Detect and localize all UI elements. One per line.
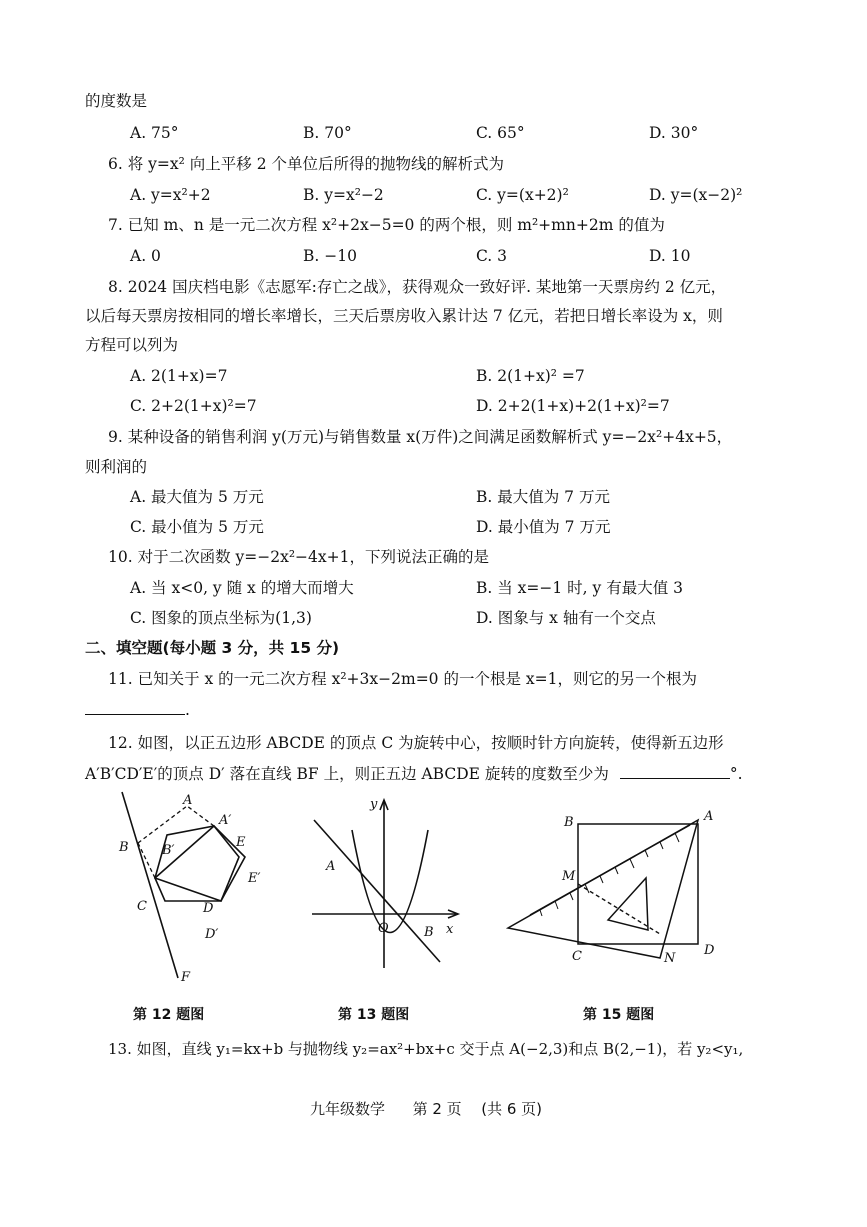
q8-option-d: D. 2+2(1+x)+2(1+x)²=7 xyxy=(476,397,670,415)
tick xyxy=(675,833,679,842)
fig12-label-C: C xyxy=(137,899,147,914)
fig12-label-A: A xyxy=(183,793,193,808)
fig12-label-B: B xyxy=(119,840,129,855)
fig13-label-x: x xyxy=(446,922,454,937)
footer-total-pages: (共 6 页) xyxy=(481,1100,543,1118)
fig12-label-E: E xyxy=(236,835,246,850)
line-bf xyxy=(122,792,178,978)
tick xyxy=(645,850,648,857)
straight-line xyxy=(314,820,440,962)
fig12-label-D: D xyxy=(203,901,214,916)
parabola xyxy=(352,830,428,933)
ruler-edge xyxy=(530,825,690,915)
q11-answer-line xyxy=(85,700,190,720)
tick xyxy=(570,893,573,900)
figure-13 xyxy=(300,790,470,980)
q7-option-a: A. 0 xyxy=(130,247,161,265)
q11-answer-blank[interactable] xyxy=(85,700,185,715)
q12-stem-line2 xyxy=(85,764,743,784)
q5-option-d: D. 30° xyxy=(649,124,699,142)
figure-13-caption: 第 13 题图 xyxy=(338,1007,410,1023)
q13-stem: 13. 如图，直线 y₁=kx+b 与抛物线 y₂=ax²+bx+c 交于点 A(−2,3)和点 B(2,−1)，若 y₂<y₁, xyxy=(108,1040,744,1058)
q8-stem-line2: 以后每天票房按相同的增长率增长，三天后票房收入累计达 7 亿元，若把日增长率设为 x，则 xyxy=(85,307,723,325)
q8-stem-line1: 8. 2024 国庆档电影《志愿军:存亡之战》，获得观众一致好评. 某地第一天票房约 2 亿元， xyxy=(108,278,727,296)
q9-stem-line1: 9. 某种设备的销售利润 y(万元)与销售数量 x(万件)之间满足函数解析式 y=−2x²+4x+5， xyxy=(108,428,733,446)
q7-option-b: B. −10 xyxy=(303,247,357,265)
q10-option-b: B. 当 x=−1 时, y 有最大值 3 xyxy=(476,579,684,597)
fig15-label-M: M xyxy=(562,869,576,884)
pentagon-original-dashed xyxy=(138,806,214,843)
q12-answer-blank[interactable] xyxy=(620,764,730,779)
q10-option-d: D. 图象与 x 轴有一个交点 xyxy=(476,609,656,627)
fig15-label-D: D xyxy=(704,943,715,958)
fig12-label-F: F xyxy=(181,970,191,985)
figure-12 xyxy=(105,788,275,986)
fig15-label-N: N xyxy=(664,951,676,966)
footer-page-number: 第 2 页 xyxy=(412,1100,462,1118)
q7-option-d: D. 10 xyxy=(649,247,691,265)
q12-stem-text: A′B′CD′E′的顶点 D′ 落在直线 BF 上，则正五边 ABCDE 旋转的度数至少为 xyxy=(85,765,609,783)
fig13-label-B: B xyxy=(424,925,434,940)
fig13-label-A: A xyxy=(326,859,336,874)
q8-stem-line3: 方程可以列为 xyxy=(85,336,179,354)
tick xyxy=(555,901,558,909)
q8-option-b: B. 2(1+x)² =7 xyxy=(476,367,585,385)
figure-15-caption: 第 15 题图 xyxy=(583,1007,655,1023)
q9-option-c: C. 最小值为 5 万元 xyxy=(130,518,264,536)
tick xyxy=(540,910,542,916)
fig12-label-A-prime: A′ xyxy=(219,813,232,828)
q5-option-a: A. 75° xyxy=(130,124,179,142)
q9-option-d: D. 最小值为 7 万元 xyxy=(476,518,611,536)
q5-option-c: C. 65° xyxy=(476,124,525,142)
triangle-ruler-inner xyxy=(608,878,648,930)
tick xyxy=(600,876,603,883)
q10-option-c: C. 图象的顶点坐标为(1,3) xyxy=(130,609,312,627)
footer-subject: 九年级数学 xyxy=(310,1100,386,1118)
figure-15 xyxy=(500,800,740,970)
fig15-label-B: B xyxy=(564,815,574,830)
figure-12-caption: 第 12 题图 xyxy=(133,1007,205,1023)
tick xyxy=(630,859,634,868)
page-footer xyxy=(310,1098,542,1119)
section-fill-in-heading: 二、填空题(每小题 3 分，共 15 分) xyxy=(85,639,340,657)
q5-option-b: B. 70° xyxy=(303,124,352,142)
q12-stem-line1: 12. 如图，以正五边形 ABCDE 的顶点 C 为旋转中心，按顺时针方向旋转，使得新五边形 xyxy=(108,734,724,752)
fig13-label-O: O xyxy=(378,921,389,936)
q7-stem: 7. 已知 m、n 是一元二次方程 x²+2x−5=0 的两个根，则 m²+mn+2m 的值为 xyxy=(108,216,665,234)
fig15-label-C: C xyxy=(572,949,582,964)
q9-option-b: B. 最大值为 7 万元 xyxy=(476,488,610,506)
tick xyxy=(660,842,663,849)
fig12-label-E-prime: E′ xyxy=(248,871,261,886)
q10-stem: 10. 对于二次函数 y=−2x²−4x+1，下列说法正确的是 xyxy=(108,548,489,566)
fig12-label-B-prime: B′ xyxy=(162,843,175,858)
fig12-label-D-prime: D′ xyxy=(205,927,219,942)
q12-degree-end: °. xyxy=(729,765,743,783)
q6-option-a: A. y=x²+2 xyxy=(130,186,211,204)
q6-option-d: D. y=(x−2)² xyxy=(649,186,743,204)
tick xyxy=(615,867,618,874)
q9-option-a: A. 最大值为 5 万元 xyxy=(130,488,264,506)
q11-period: . xyxy=(185,701,190,719)
q11-stem: 11. 已知关于 x 的一元二次方程 x²+3x−2m=0 的一个根是 x=1，则它的另一个根为 xyxy=(108,670,697,688)
q7-option-c: C. 3 xyxy=(476,247,508,265)
q6-stem: 6. 将 y=x² 向上平移 2 个单位后所得的抛物线的解析式为 xyxy=(108,155,504,173)
q5-stem-tail: 的度数是 xyxy=(85,92,148,110)
pentagon-rotated xyxy=(155,826,245,901)
q10-option-a: A. 当 x<0, y 随 x 的增大而增大 xyxy=(130,579,354,597)
q8-option-a: A. 2(1+x)=7 xyxy=(130,367,228,385)
fig15-label-A: A xyxy=(704,809,714,824)
q6-option-b: B. y=x²−2 xyxy=(303,186,384,204)
triangle-ruler xyxy=(508,820,698,958)
q9-stem-line2: 则利润的 xyxy=(85,458,148,476)
q8-option-c: C. 2+2(1+x)²=7 xyxy=(130,397,257,415)
q6-option-c: C. y=(x+2)² xyxy=(476,186,569,204)
fig13-label-y: y xyxy=(370,797,378,812)
